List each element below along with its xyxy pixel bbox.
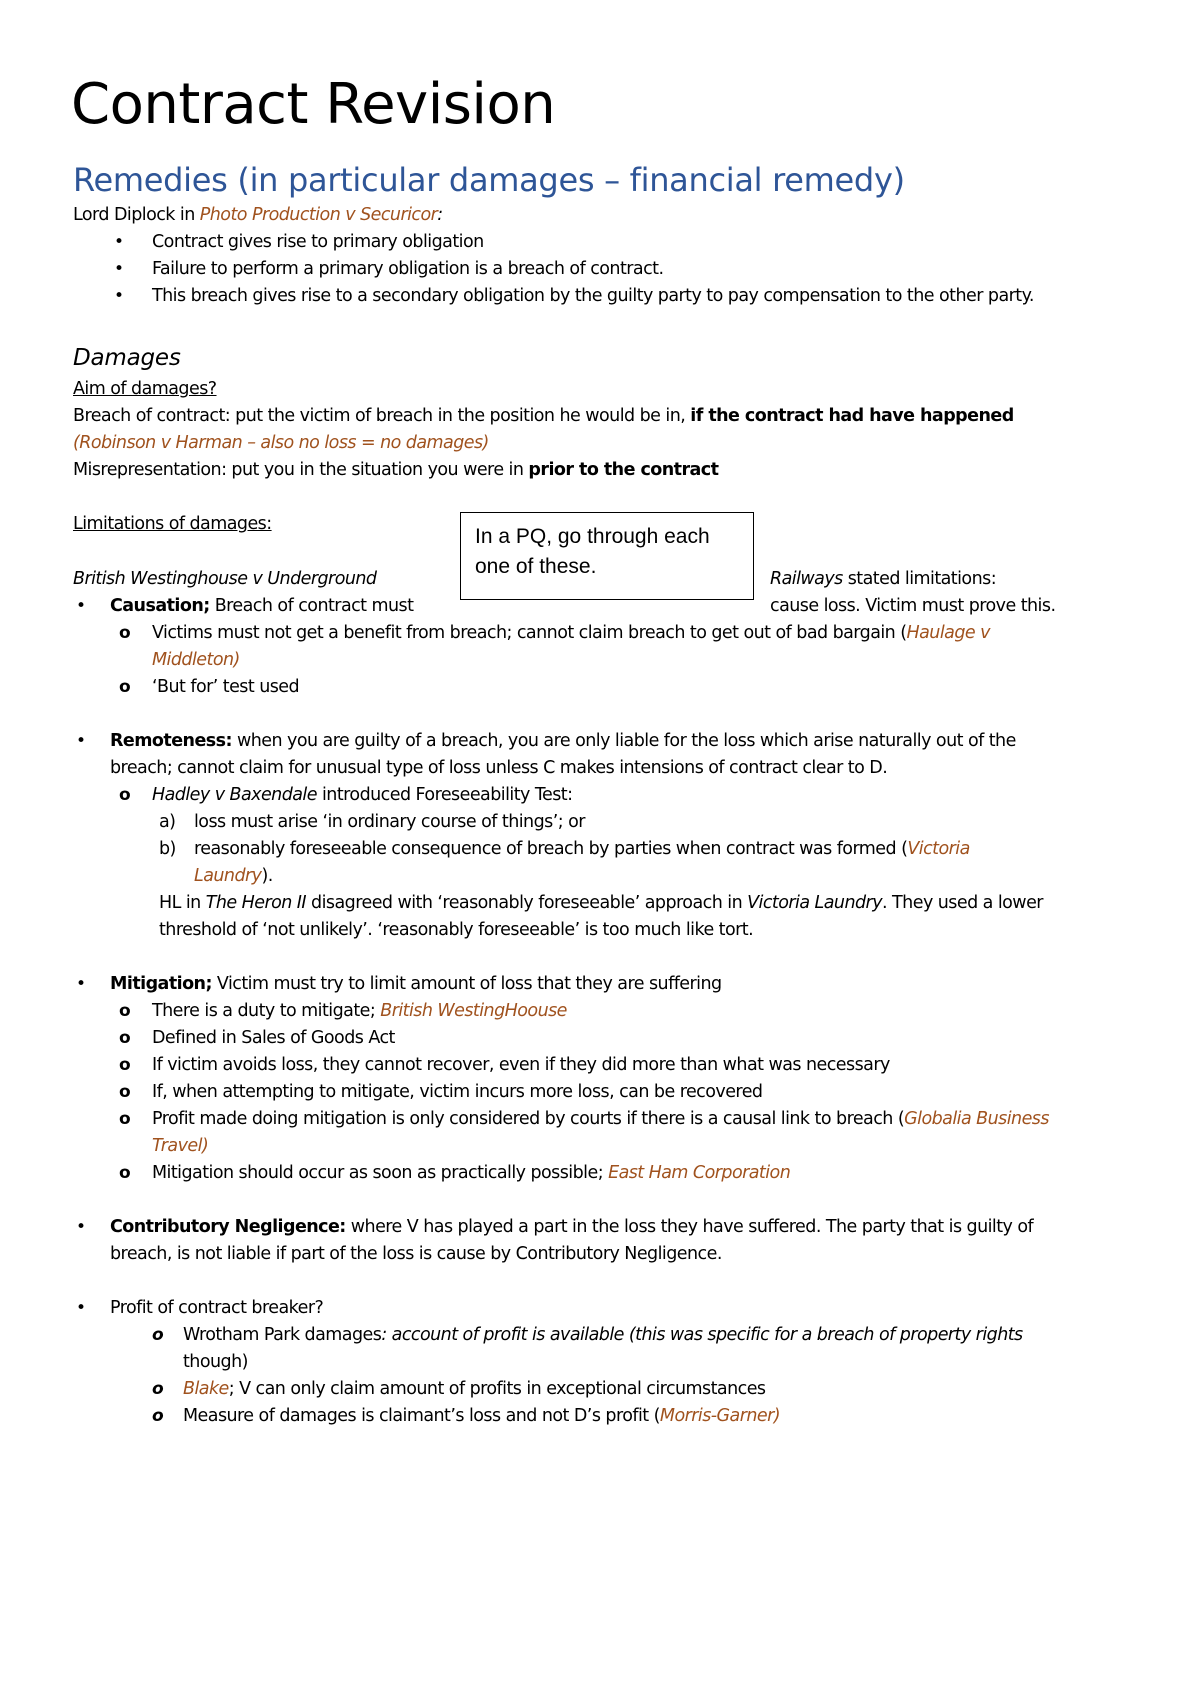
damages-heading: Damages	[73, 345, 181, 371]
bullet-marker: •	[76, 1217, 87, 1237]
intro-text: Lord Diplock in	[73, 205, 200, 225]
case-name: Middleton	[152, 650, 234, 670]
bullet-marker: •	[114, 232, 125, 252]
heron-text: disagreed with ‘reasonably foreseeable’ approach in	[306, 893, 748, 913]
sub-text: Mitigation should occur as soon as practically possible;	[152, 1163, 609, 1183]
list-marker-b: b)	[159, 839, 176, 859]
profit-sub1	[183, 1324, 1023, 1346]
misrep-emphasis: prior to the contract	[528, 460, 719, 480]
case-name: The Heron II	[205, 893, 307, 913]
remoteness-line-2: breach; cannot claim for unusual type of loss unless C makes intensions of contract clear to D.	[110, 758, 888, 778]
bw-case-right	[770, 568, 996, 590]
list-item: This breach gives rise to a secondary obligation by the guilty party to pay compensation to the other party.	[152, 286, 1034, 306]
case-name: British WestingHoouse	[380, 1001, 567, 1021]
sub-text: Measure of damages is claimant’s loss and not D’s profit (	[183, 1406, 660, 1426]
causation-sub2: ‘But for’ test used	[152, 677, 300, 697]
list-item: Contract gives rise to primary obligation	[152, 232, 484, 252]
sub-bullet-marker: o	[152, 1325, 164, 1345]
heron-line-2: threshold of ‘not unlikely’. ‘reasonably foreseeable’ is too much like tort.	[159, 920, 754, 940]
sub-bullet-marker: o	[152, 1379, 164, 1399]
misrep-line	[73, 459, 718, 481]
case-close: )	[201, 1136, 209, 1156]
sub-bullet-marker: o	[119, 785, 131, 805]
case-name: Victoria Laundry	[747, 893, 883, 913]
remoteness-line	[110, 730, 1016, 752]
bullet-marker: •	[76, 596, 87, 616]
contributory-line-2: breach, is not liable if part of the loss is cause by Contributory Negligence.	[110, 1244, 722, 1264]
contributory-label: Contributory Negligence:	[110, 1217, 346, 1237]
hadley-line	[152, 784, 572, 806]
test-b-cont	[194, 865, 273, 887]
mitigation-label: Mitigation;	[110, 974, 212, 994]
case-close: )	[773, 1406, 781, 1426]
case-name: Globalia Business	[904, 1109, 1049, 1129]
case-name: Laundry	[194, 866, 262, 886]
sub-bullet-marker: o	[119, 1163, 131, 1183]
hadley-text: introduced Foreseeability Test:	[316, 785, 573, 805]
intro-line	[73, 204, 443, 226]
bullet-marker: •	[76, 1298, 87, 1318]
case-name: Photo Production v Securicor	[199, 205, 438, 225]
heron-text: . They used a lower	[882, 893, 1043, 913]
test-a-text: loss must arise ‘in ordinary course of things’; or	[194, 812, 585, 832]
case-name: Hadley v Baxendale	[152, 785, 317, 805]
mitigation-sub3: If victim avoids loss, they cannot recover, even if they did more than what was necessary	[152, 1055, 890, 1075]
bw-case-left: British Westinghouse v Underground	[73, 569, 377, 589]
case-name: Victoria	[907, 839, 970, 859]
sub-bullet-marker: o	[152, 1406, 164, 1426]
causation-sub1	[152, 622, 990, 644]
misrep-text: Misrepresentation: put you in the situation you were in	[73, 460, 529, 480]
bullet-marker: •	[76, 731, 87, 751]
sub-bullet-marker: o	[119, 623, 131, 643]
bw-stated: stated limitations:	[842, 569, 997, 589]
mitigation-sub5	[152, 1108, 1049, 1130]
contributory-text: where V has played a part in the loss they have suffered. The party that is guilty of	[345, 1217, 1034, 1237]
sub-bullet-marker: o	[119, 1109, 131, 1129]
case-name: East Ham Corporation	[608, 1163, 791, 1183]
mitigation-sub6	[152, 1162, 790, 1184]
causation-text: Breach of contract must	[209, 596, 414, 616]
profit-sub2	[183, 1378, 766, 1400]
mitigation-line	[110, 973, 722, 995]
profit-label: Profit of contract breaker?	[110, 1298, 324, 1318]
heron-text: HL in	[159, 893, 206, 913]
profit-sub1-cont: though)	[183, 1352, 248, 1372]
mitigation-sub2: Defined in Sales of Goods Act	[152, 1028, 395, 1048]
limitations-label: Limitations of damages:	[73, 514, 272, 534]
test-b-text	[194, 838, 970, 860]
sub-bullet-marker: o	[119, 1082, 131, 1102]
section-heading: Remedies (in particular damages – financial remedy)	[73, 161, 905, 199]
sub-bullet-marker: o	[119, 1001, 131, 1021]
intro-suffix: :	[437, 205, 443, 225]
sub-bullet-marker: o	[119, 1055, 131, 1075]
robinson-line: (Robinson v Harman – also no loss = no damages)	[73, 433, 489, 453]
sub-bullet-marker: o	[119, 1028, 131, 1048]
list-marker-a: a)	[159, 812, 176, 832]
case-name: Haulage v	[906, 623, 990, 643]
aim-label: Aim of damages?	[73, 379, 217, 399]
sub-text: : account of profit is available (this was specific for a breach of property rights	[381, 1325, 1023, 1345]
bullet-marker: •	[76, 974, 87, 994]
mitigation-sub1	[152, 1000, 567, 1022]
causation-label: Causation;	[110, 596, 210, 616]
mitigation-sub5-cont	[152, 1135, 208, 1157]
sub-text: Profit made doing mitigation is only considered by courts if there is a causal link to breach (	[152, 1109, 905, 1129]
breach-text: Breach of contract: put the victim of breach in the position he would be in,	[73, 406, 691, 426]
profit-sub3	[183, 1405, 780, 1427]
case-name: Travel	[152, 1136, 202, 1156]
remoteness-label: Remoteness:	[110, 731, 232, 751]
callout-box: In a PQ, go through each one of these.	[460, 512, 754, 600]
bullet-marker: •	[114, 286, 125, 306]
breach-line	[73, 405, 1014, 427]
test-b-main: reasonably foreseeable consequence of breach by parties when contract was formed (	[194, 839, 908, 859]
case-close: ).	[261, 866, 273, 886]
sub-text: Wrotham Park damages	[183, 1325, 382, 1345]
bullet-marker: •	[114, 259, 125, 279]
mitigation-sub4: If, when attempting to mitigate, victim incurs more loss, can be recovered	[152, 1082, 763, 1102]
case-name: Blake	[183, 1379, 229, 1399]
remoteness-text: when you are guilty of a breach, you are only liable for the loss which arise naturally out of the	[231, 731, 1016, 751]
contributory-line	[110, 1216, 1033, 1238]
mitigation-text: Victim must try to limit amount of loss that they are suffering	[211, 974, 722, 994]
case-close: )	[233, 650, 240, 670]
bw-case-railways: Railways	[770, 569, 843, 589]
causation-line	[110, 595, 413, 617]
heron-line	[159, 892, 1043, 914]
breach-emphasis: if the contract had have happened	[690, 406, 1014, 426]
sub-bullet-marker: o	[119, 677, 131, 697]
case-name: Morris-Garner	[659, 1406, 774, 1426]
sub-text: Victims must not get a benefit from breach; cannot claim breach to get out of bad bargain (	[152, 623, 907, 643]
sub-text: There is a duty to mitigate;	[152, 1001, 381, 1021]
sub-text: ; V can only claim amount of profits in exceptional circumstances	[228, 1379, 766, 1399]
causation-sub1-cont	[152, 649, 240, 671]
document-title: Contract Revision	[71, 72, 556, 137]
causation-text-right: cause loss. Victim must prove this.	[770, 596, 1056, 616]
list-item: Failure to perform a primary obligation is a breach of contract.	[152, 259, 664, 279]
